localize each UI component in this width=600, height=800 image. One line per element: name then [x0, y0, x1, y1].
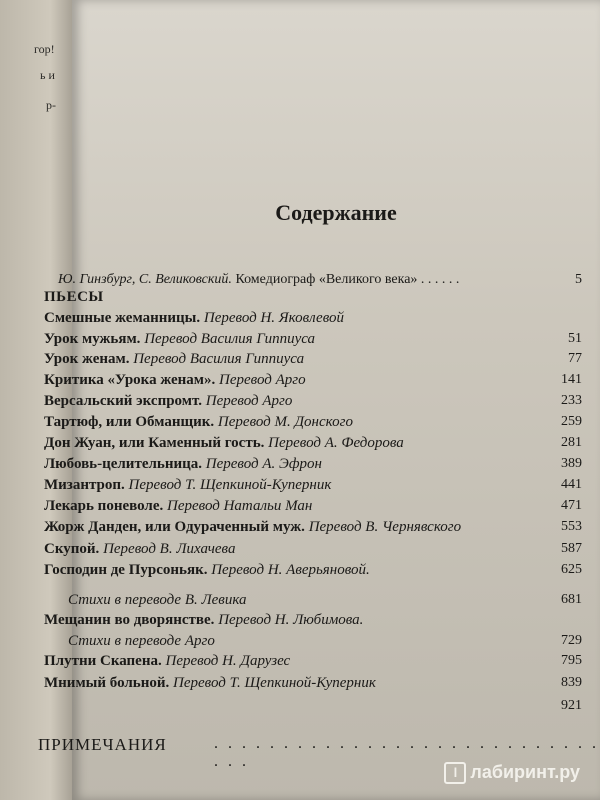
toc-entry [44, 653, 582, 673]
toc-entry-page: 795 [561, 653, 582, 668]
bleed-through-text [312, 10, 315, 25]
toc-entry-translator: Перевод Н. Дарузес [165, 653, 291, 669]
intro-entry [58, 272, 582, 288]
toc-entry-title: Лекарь поневоле. [44, 498, 164, 514]
toc-entry-translator: Перевод Н. Яковлевой [203, 310, 345, 326]
toc-entry [44, 541, 582, 561]
toc-entry [44, 698, 582, 718]
toc-entry-translator: Стихи в переводе Арго [68, 633, 215, 649]
toc-entry [44, 331, 582, 351]
toc-entry-translator: Перевод А. Эфрон [205, 456, 322, 472]
toc-entry-page: 77 [568, 351, 582, 366]
page-title: Содержание [275, 200, 397, 225]
toc-entry-translator: Перевод Н. Любимова. [218, 612, 364, 628]
toc-entry [44, 372, 582, 392]
toc-entry-translator: Перевод В. Чернявского [308, 519, 462, 535]
toc-entry-title: Версальский экспромт. [44, 393, 202, 409]
toc-entry-page: 281 [561, 435, 582, 450]
toc-entry-page: 587 [561, 541, 582, 556]
toc-entry-title: Урок мужьям. [44, 331, 141, 347]
toc-entry [44, 477, 582, 497]
notes-dots: . . . . . . . . . . . . . . . . . . . . . . . . . . . . . . . [214, 735, 599, 770]
watermark-text: лабиринт.ру [470, 761, 580, 782]
prev-page-fragment: ь и [40, 68, 55, 82]
toc-entry [44, 393, 582, 413]
toc-entry-translator: Стихи в переводе В. Левика [68, 592, 247, 608]
toc-entry-page: 681 [561, 592, 582, 607]
toc-entry-translator: Перевод Василия Гиппиуса [133, 351, 305, 367]
toc-entry-page: 141 [561, 372, 582, 387]
toc-entry-title: Плутни Скапена. [44, 653, 162, 669]
logo-icon: l [444, 762, 466, 784]
toc-entry-page: 233 [561, 393, 582, 408]
toc-entry-page: 921 [561, 698, 582, 713]
toc-entry-title: Мизантроп. [44, 477, 125, 493]
toc-entry-title: Скупой. [44, 541, 100, 557]
toc-entry-title: Любовь-целительница. [44, 456, 203, 472]
toc-entry-page: 51 [568, 331, 582, 346]
toc-entry-page: 441 [561, 477, 582, 492]
toc-entry-translator: Перевод В. Лихачева [103, 541, 236, 557]
toc-entry-page: 729 [561, 633, 582, 648]
toc-entry-translator: Перевод Василия Гиппиуса [144, 331, 316, 347]
intro-dots: . . . . . . [420, 272, 460, 287]
toc-entry [44, 498, 582, 518]
toc-entry-translator: Перевод Натальи Ман [167, 498, 313, 514]
toc-entry-title: Мещанин во дворянстве. [44, 612, 215, 628]
toc-entry-translator: Перевод Т. Щепкиной-Куперник [128, 477, 332, 493]
toc-entry-title: Господин де Пурсоньяк. [44, 562, 208, 578]
toc-entry [44, 592, 582, 612]
toc-entry [44, 562, 582, 582]
toc-entry-page: 553 [561, 519, 582, 534]
toc-entry [44, 675, 582, 695]
section-heading: ПЬЕСЫ [44, 289, 104, 305]
toc-entry-translator: Перевод Н. Аверьяновой. [211, 562, 370, 578]
toc-entry-page: 471 [561, 498, 582, 513]
toc-entry [44, 612, 582, 632]
toc-entry-translator: Перевод Арго [205, 393, 293, 409]
toc-entry [44, 435, 582, 455]
toc-entry [44, 414, 582, 434]
toc-entry-title: Дон Жуан, или Каменный гость. [44, 435, 265, 451]
toc-entry [44, 351, 582, 371]
intro-page: 5 [575, 272, 582, 287]
intro-title: Комедиограф «Великого века» [235, 272, 418, 287]
toc-entry-translator: Перевод М. Донского [217, 414, 353, 430]
toc-entry-title: Урок женам. [44, 351, 130, 367]
toc-entry-page: 259 [561, 414, 582, 429]
prev-page-fragment: гор! [34, 42, 55, 56]
toc-entry-page: 839 [561, 675, 582, 690]
toc-entry-page: 389 [561, 456, 582, 471]
toc-entry-page: 625 [561, 562, 582, 577]
toc-entry-title: Жорж Данден, или Одураченный муж. [44, 519, 305, 535]
toc-entry-title: Смешные жеманницы. [44, 310, 201, 326]
intro-authors: Ю. Гинзбург, С. Великовский. [58, 272, 232, 287]
toc-entry-translator: Перевод А. Федорова [268, 435, 404, 451]
toc-entry-translator: Перевод Арго [219, 372, 306, 388]
toc-entry [44, 456, 582, 476]
watermark-logo [444, 762, 580, 784]
toc-entry-title: Критика «Урока женам». [44, 372, 216, 388]
notes-label: ПРИМЕЧАНИЯ [38, 735, 167, 754]
prev-page-fragment: р- [46, 98, 56, 112]
toc-entry [44, 633, 582, 653]
toc-entry [44, 310, 582, 330]
toc-entry-title: Мнимый больной. [44, 675, 170, 691]
toc-entry-title: Тартюф, или Обманщик. [44, 414, 215, 430]
toc-entry-translator: Перевод Т. Щепкиной-Куперник [173, 675, 376, 691]
toc-entry [44, 519, 582, 539]
